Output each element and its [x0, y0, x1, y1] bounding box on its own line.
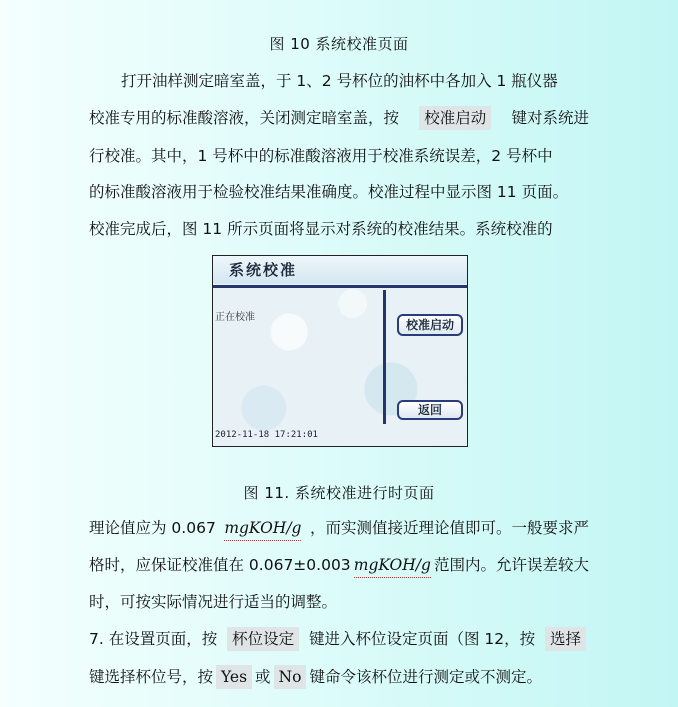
divider — [383, 290, 386, 424]
paragraph-line — [89, 665, 589, 689]
paragraph-line — [89, 627, 589, 651]
text: 时，可按实际情况进行适当的调整。 — [89, 593, 338, 611]
key-no: No — [274, 665, 307, 689]
text: 键进入杯位设定页面（图 12，按 — [308, 630, 536, 648]
text: 打开油样测定暗室盖，于 1、2 号杯位的油杯中各加入 1 瓶仪器 — [121, 72, 558, 90]
paragraph-line — [89, 144, 589, 168]
text: 的标准酸溶液用于检验校准结果准确度。校准过程中显示图 11 页面。 — [89, 183, 569, 201]
paragraph-line — [89, 106, 589, 130]
text: 理论值应为 0.067 — [89, 519, 216, 537]
text: 校准完成后，图 11 所示页面将显示对系统的校准结果。系统校准的 — [89, 220, 553, 238]
text: 格时，应保证校准值在 0.067±0.003 — [89, 556, 351, 574]
text: 7. 在设置页面，按 — [89, 630, 218, 648]
figure-11-caption: 图 11. 系统校准进行时页面 — [243, 484, 435, 502]
key-select: 选择 — [545, 627, 586, 651]
figure-10-caption: 图 10 系统校准页面 — [269, 35, 409, 53]
text: 键选择杯位号，按 — [89, 668, 214, 686]
calibration-screen-image — [212, 255, 468, 447]
key-yes: Yes — [216, 665, 252, 689]
screen-title: 系统校准 — [213, 256, 467, 284]
calibrate-start-button: 校准启动 — [397, 314, 463, 336]
text: 或 — [255, 668, 271, 686]
timestamp: 2012-11-18 17:21:01 — [215, 430, 318, 440]
text: ，而实测值接近理论值即可。一般要求严 — [309, 519, 589, 537]
paragraph-line — [89, 180, 589, 204]
paragraph-line — [89, 590, 589, 614]
unit: mgKOH/g — [354, 553, 431, 578]
unit: mgKOH/g — [224, 516, 301, 541]
paragraph-line — [121, 69, 589, 93]
key-calibrate-start: 校准启动 — [419, 106, 491, 130]
text: 范围内。允许误差较大 — [433, 556, 589, 574]
paragraph-line — [89, 516, 589, 540]
text: 行校准。其中，1 号杯中的标准酸溶液用于校准系统误差，2 号杯中 — [89, 147, 553, 165]
divider — [213, 285, 467, 288]
key-cup-setting: 杯位设定 — [227, 627, 299, 651]
back-button: 返回 — [397, 400, 463, 420]
text: 校准专用的标准酸溶液，关闭测定暗室盖，按 — [89, 109, 400, 127]
text: 键命令该杯位进行测定或不测定。 — [309, 668, 542, 686]
status-text: 正在校准 — [215, 312, 255, 323]
text: 键对系统进 — [511, 109, 589, 127]
paragraph-line — [89, 217, 589, 241]
paragraph-line — [89, 553, 589, 577]
